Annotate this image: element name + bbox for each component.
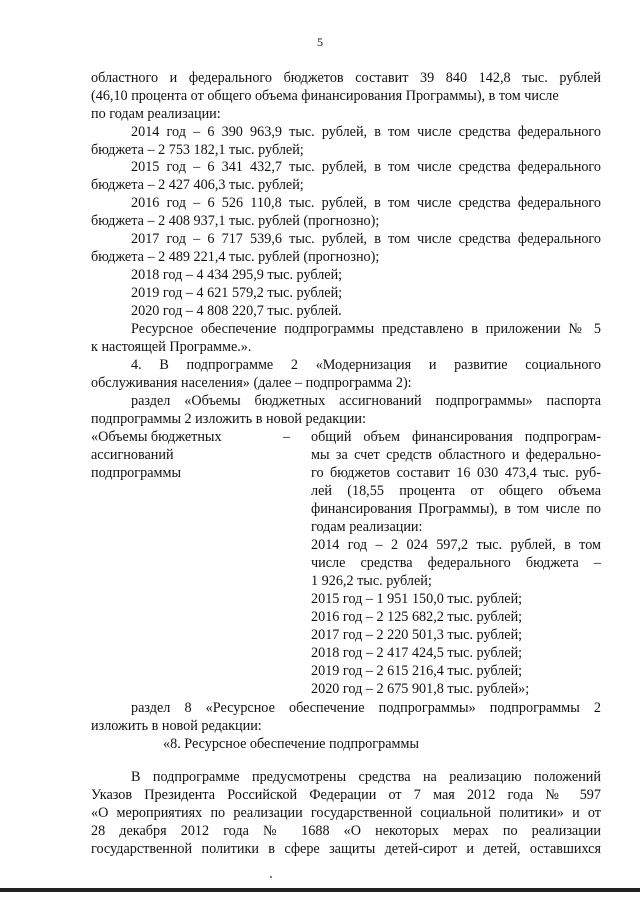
text-line: бюджета – 2 427 406,3 тыс. рублей; [91, 177, 304, 193]
text-line: обслуживания населения» (далее – подпрограмма 2): [91, 375, 412, 391]
table-value-line: финансирования Программы), в том числе по [311, 501, 601, 517]
table-value-line: 2014 год – 2 024 597,2 тыс. рублей, в том [311, 537, 601, 553]
text-line: 28 декабря 2012 года № 1688 «О некоторых мерах по реализации [91, 823, 601, 839]
table-dash: – [283, 429, 291, 445]
text-line: бюджета – 2 408 937,1 тыс. рублей (прогнозно); [91, 213, 380, 229]
table-value-line: 2018 год – 2 417 424,5 тыс. рублей; [311, 645, 523, 661]
text-line: Ресурсное обеспечение подпрограммы представлено в приложении № 5 [131, 321, 601, 337]
table-label-line: подпрограммы [91, 465, 181, 481]
table-label-line: «Объемы бюджетных [91, 429, 222, 445]
text-line: 2018 год – 4 434 295,9 тыс. рублей; [131, 267, 343, 283]
table-value-line: 1 926,2 тыс. рублей; [311, 573, 432, 589]
scan-speck [270, 876, 272, 878]
text-line: 2016 год – 6 526 110,8 тыс. рублей, в том числе средства федерального [131, 195, 601, 211]
text-line: 4. В подпрограмме 2 «Модернизация и развитие социального [131, 357, 601, 373]
table-value-line: мы за счет средств областного и федерально- [311, 447, 601, 463]
text-line: подпрограммы 2 изложить в новой редакции: [91, 411, 366, 427]
text-line: бюджета – 2 489 221,4 тыс. рублей (прогнозно); [91, 249, 380, 265]
text-line: областного и федерального бюджетов составит 39 840 142,8 тыс. рублей [91, 70, 601, 86]
text-line: изложить в новой редакции: [91, 718, 262, 734]
table-label-line: ассигнований [91, 447, 174, 463]
table-value-line: 2019 год – 2 615 216,4 тыс. рублей; [311, 663, 523, 679]
text-line: 2019 год – 4 621 579,2 тыс. рублей; [131, 285, 343, 301]
text-line: по годам реализации: [91, 106, 221, 122]
text-line: 2020 год – 4 808 220,7 тыс. рублей. [131, 303, 342, 319]
table-value-line: 2016 год – 2 125 682,2 тыс. рублей; [311, 609, 523, 625]
text-line: Указов Президента Российской Федерации от 7 мая 2012 года № 597 [91, 787, 601, 803]
table-value-line: общий объем финансирования подпрограм- [311, 429, 601, 445]
text-line: (46,10 процента от общего объема финансирования Программы), в том числе [91, 88, 559, 104]
table-value-line: го бюджетов составит 16 030 473,4 тыс. руб- [311, 465, 601, 481]
text-line: 2014 год – 6 390 963,9 тыс. рублей, в том числе средства федерального [131, 124, 601, 140]
text-line: «О мероприятиях по реализации государственной социальной политики» и от [91, 805, 601, 821]
text-line: 2017 год – 6 717 539,6 тыс. рублей, в том числе средства федерального [131, 231, 601, 247]
table-value-line: 2020 год – 2 675 901,8 тыс. рублей»; [311, 681, 530, 697]
text-line: государственной политики в сфере защиты детей-сирот и детей, оставшихся [91, 841, 601, 857]
text-line: к настоящей Программе.». [91, 339, 252, 355]
table-value-line: годам реализации: [311, 519, 423, 535]
text-line: раздел «Объемы бюджетных ассигнований подпрограммы» паспорта [131, 393, 601, 409]
scan-bottom-edge [0, 888, 640, 892]
section-heading: «8. Ресурсное обеспечение подпрограммы [163, 736, 419, 752]
text-line: В подпрограмме предусмотрены средства на реализацию положений [131, 769, 601, 785]
table-value-line: 2017 год – 2 220 501,3 тыс. рублей; [311, 627, 523, 643]
table-value-line: лей (18,55 процента от общего объема [311, 483, 601, 499]
text-line: бюджета – 2 753 182,1 тыс. рублей; [91, 142, 304, 158]
table-value-line: 2015 год – 1 951 150,0 тыс. рублей; [311, 591, 523, 607]
text-line: раздел 8 «Ресурсное обеспечение подпрограммы» подпрограммы 2 [131, 700, 601, 716]
text-line: 2015 год – 6 341 432,7 тыс. рублей, в том числе средства федерального [131, 159, 601, 175]
table-value-line: числе средства федерального бюджета – [311, 555, 601, 571]
page-number: 5 [317, 35, 323, 49]
